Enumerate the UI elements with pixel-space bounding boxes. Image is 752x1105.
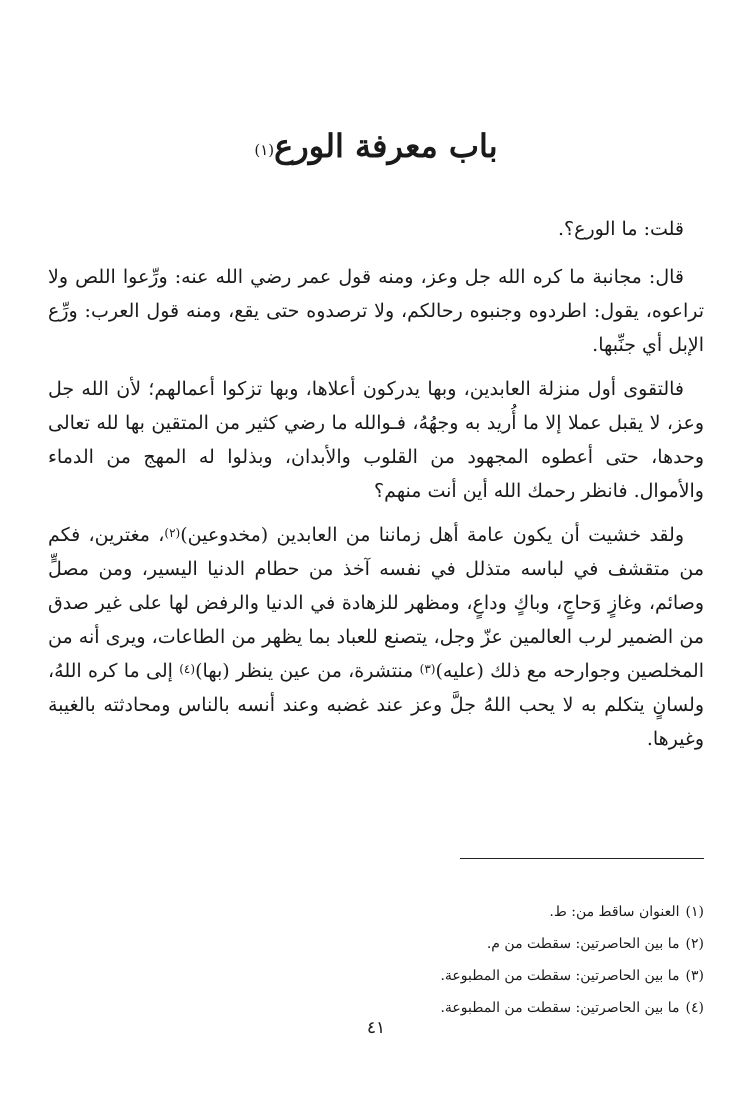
footnote-1 [48,896,704,928]
footnote-text: ما بين الحاصرتين: سقطت من م. [486,936,680,952]
footnote-text: العنوان ساقط من: ط. [549,904,680,920]
paragraph-question: قلت: ما الورع؟. [558,218,684,240]
paragraph-taqwa: فالتقوى أول منزلة العابدين، وبها يدركون أعلاها، وبها تزكوا أعمالهم؛ لأن الله جل وعز، لا يقبل عملا إلا ما أُريد به وجهُهُ، فـوالله ما رضي كثير من المتقين بها لله تعالى وحدها، حتى أعطوه المجهود من القلوب والأبدان، وبذلوا له المهج من الدماء والأموال. فانظر رحمك الله أين أنت منهم؟ [48,378,704,502]
footnote-ref-3: (٣) [419,662,436,676]
footnote-2 [48,928,704,960]
footnote-3 [48,960,704,992]
page-number: ٤١ [366,1018,386,1038]
footnote-text: ما بين الحاصرتين: سقطت من المطبوعة. [440,1000,680,1016]
footnotes [48,896,704,1024]
main-text [48,212,704,766]
footnote-text: ما بين الحاصرتين: سقطت من المطبوعة. [440,968,680,984]
title-footnote-ref: (١) [254,141,275,160]
paragraph-part: إلى ما كره اللهُ، ولسانٍ يتكلم به لا يحب اللهُ جلَّ وعز عند غضبه وعند أنسه بالناس ومحادثته بالغيبة وغيرها. [48,660,704,750]
paragraph-part: منتشرة، من عين ينظر (بها) [195,660,420,682]
footnote-number: (١) [685,904,704,920]
paragraph-worshippers [48,518,704,756]
footnote-ref-2: (٢) [164,526,181,540]
paragraph-part: ، مغترين، فكم من متقشف في لباسه متذلل في نفسه آخذ من حطام الدنيا اليسير، ومن مصلٍّ وصائم، وغازٍ وَحاجٍ، وباكٍ وداعٍ، ومظهر للزهادة في الدنيا والرفض لها على غير صدق من الضمير لرب العالمين عزّ وجل، يتصنع للعباد بما يظهر من الطاعات، ويرى أنه من المخلصين وجوارحه مع ذلك (عليه) [48,524,705,682]
footnote-separator [460,858,704,859]
footnote-number: (٤) [685,1000,704,1016]
footnote-ref-4: (٤) [179,662,196,676]
paragraph-definition: قال: مجانبة ما كره الله جل وعز، ومنه قول عمر رضي الله عنه: ورِّعوا اللص ولا تراعوه، يقول: اطردوه وجنبوه رحالكم، ولا ترصدوه حتى يقع، ومنه قول العرب: ورِّع الإبل أي جنِّبها. [48,266,704,356]
paragraph-part: ولقد خشيت أن يكون عامة أهل زماننا من العابدين (مخدوعين) [180,524,684,546]
footnote-number: (٣) [685,968,704,984]
chapter-title [0,121,752,171]
chapter-title-text: باب معرفة الورع [274,127,498,166]
footnote-number: (٢) [685,936,704,952]
